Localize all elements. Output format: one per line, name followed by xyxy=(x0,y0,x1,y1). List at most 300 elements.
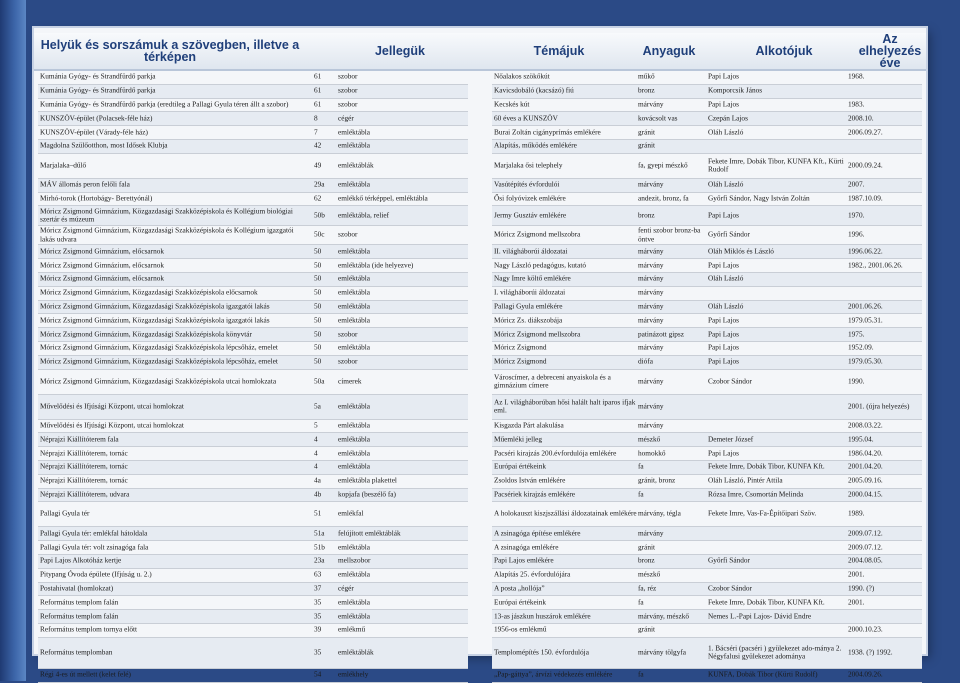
left-cell-num: 35 xyxy=(314,611,322,621)
right-cell-theme: Marjalaka ősi telephely xyxy=(494,160,563,170)
right-cell-theme: Városcímer, a debreceni anyaiskola és a gimnázium címere xyxy=(494,371,611,390)
left-cell-num: 61 xyxy=(314,85,322,95)
table-row xyxy=(38,461,468,475)
left-cell-type: felújított emléktáblák xyxy=(338,528,401,538)
table-row xyxy=(492,273,922,287)
table-row xyxy=(492,301,922,315)
table-row xyxy=(38,314,468,328)
right-cell-year: 1995.04. xyxy=(848,434,874,444)
right-cell-theme: Ősi folyóvizek emlékére xyxy=(494,193,566,203)
left-cell-place: Papi Lajos Alkotóház kertje xyxy=(40,556,122,566)
left-cell-place: Néprajzi Kiállítóterem, udvara xyxy=(40,489,130,499)
table-row xyxy=(38,583,468,597)
left-cell-type: emlékmű xyxy=(338,625,366,634)
left-cell-num: 4 xyxy=(314,434,318,444)
right-cell-year: 1979.05.31. xyxy=(848,315,883,325)
table-row xyxy=(492,475,922,489)
left-cell-type: emléktáblák xyxy=(338,647,374,657)
header-year: Az elhelyezés éve xyxy=(858,32,922,70)
right-cell-material: márvány xyxy=(638,287,664,297)
left-cell-type: kopjafa (beszélő fa) xyxy=(338,489,396,499)
right-cell-author: Papi Lajos xyxy=(708,356,740,366)
table-row xyxy=(38,569,468,583)
right-cell-theme: Templomépítés 150. évfordulója xyxy=(494,647,589,657)
table-row xyxy=(492,287,922,301)
right-cell-theme: A posta „hollója” xyxy=(494,583,545,593)
right-cell-year: 2001. xyxy=(848,597,865,607)
table-row xyxy=(492,370,922,395)
table-row xyxy=(38,527,468,541)
left-cell-place: Régi 4-es út mellett (kelet felé) xyxy=(40,669,131,679)
left-cell-type: szobor xyxy=(338,85,358,95)
left-cell-place: Művelődési és Ifjúsági Központ, utcai homlokzat xyxy=(40,420,184,430)
table-row xyxy=(38,356,468,370)
right-cell-material: andezit, bronz, fa xyxy=(638,193,689,203)
right-cell-author: Fekete Imre, Vas-Fa-Építőipari Szöv. xyxy=(708,509,817,519)
left-cell-place: KUNSZÖV-épület (Várady-féle ház) xyxy=(40,127,148,137)
left-cell-place: Pallagi Gyula tér: volt zsinagóga fala xyxy=(40,542,149,552)
right-cell-material: márvány xyxy=(638,260,664,270)
right-cell-material: patinázott gipsz xyxy=(638,329,684,339)
right-cell-author: Nemes L.-Papi Lajos- Dávid Endre xyxy=(708,611,812,621)
left-cell-type: emléktábla xyxy=(338,343,371,353)
header-type: Jellegük xyxy=(374,44,426,58)
left-cell-place: Pallagi Gyula tér: emlékfal hátoldala xyxy=(40,528,148,538)
left-cell-type: emléktábla xyxy=(338,141,371,151)
right-cell-author: Oláh Miklós és László xyxy=(708,246,774,256)
left-cell-type: szobor xyxy=(338,99,358,109)
right-cell-material: bronz xyxy=(638,556,655,566)
left-cell-num: 50 xyxy=(314,343,322,353)
right-cell-material: műkő xyxy=(638,72,655,82)
right-cell-theme: Alapítás, működés emlékére xyxy=(494,141,577,151)
table-row xyxy=(38,154,468,179)
right-cell-year: 2007. xyxy=(848,179,865,189)
table-row xyxy=(492,569,922,583)
right-cell-author: Rózsa Imre, Csomortán Melinda xyxy=(708,489,804,499)
right-cell-year: 2001. (újra helyezés) xyxy=(848,401,910,411)
table-row xyxy=(38,624,468,638)
left-table xyxy=(38,71,468,683)
table-row xyxy=(38,433,468,447)
right-cell-author: KUNFA, Dobák Tibor (Kürti Rudolf) xyxy=(708,669,818,679)
right-cell-author: Fekete Imre, Dobák Tibor, KUNFA Kft. xyxy=(708,597,825,607)
left-cell-num: 50a xyxy=(314,376,325,386)
table-row xyxy=(492,420,922,434)
right-cell-material: fa, réz xyxy=(638,583,657,593)
right-cell-author: 1. Bácséri (pacséri ) gyülekezet ado-mánya 2. Négyfalusi gyülekezet adománya xyxy=(708,643,842,661)
right-cell-theme: II. világháborúi áldozatai xyxy=(494,246,568,256)
right-cell-material: márvány xyxy=(638,99,664,109)
right-cell-year: 1986.04.20. xyxy=(848,448,883,458)
left-cell-type: emléktábla xyxy=(338,127,371,137)
right-cell-material: diófa xyxy=(638,356,653,366)
table-row xyxy=(492,669,922,683)
right-cell-theme: Móricz Zsigmond xyxy=(494,356,547,366)
right-cell-year: 1989. xyxy=(848,509,865,519)
left-cell-num: 51 xyxy=(314,509,322,519)
right-cell-theme: Az I. világháborúban hősi halált halt iparos ifjak eml. xyxy=(494,396,636,415)
right-cell-year: 1975. xyxy=(848,329,865,339)
left-cell-type: emléktábla xyxy=(338,315,371,325)
table-row xyxy=(492,461,922,475)
right-cell-theme: Kisgazda Párt alakulása xyxy=(494,420,564,430)
table-row xyxy=(492,395,922,420)
right-cell-theme: Pacséri kirajzás 200.évfordulója emlékére xyxy=(494,448,617,458)
table-row xyxy=(492,154,922,179)
table-row xyxy=(38,370,468,395)
right-cell-theme: Jermy Gusztáv emlékére xyxy=(494,210,567,220)
right-cell-material: fa xyxy=(638,669,644,679)
left-cell-place: Móricz Zsigmond Gimnázium, Közgazdasági Szakközépiskola igazgatói lakás xyxy=(40,315,270,325)
right-cell-material: fa xyxy=(638,462,644,472)
right-cell-year: 1983. xyxy=(848,99,865,109)
right-cell-year: 2008.03.22. xyxy=(848,420,883,430)
left-cell-type: cégér xyxy=(338,113,354,123)
right-cell-author: Fekete Imre, Dobák Tibor, KUNFA Kft. xyxy=(708,462,825,472)
left-cell-num: 5 xyxy=(314,420,318,430)
right-cell-material: kovácsolt vas xyxy=(638,113,678,123)
table-row xyxy=(38,287,468,301)
right-cell-year: 2000.10.23. xyxy=(848,625,883,634)
left-cell-num: 63 xyxy=(314,569,322,579)
header-theme: Témájuk xyxy=(533,44,585,58)
right-cell-material: gránit, bronz xyxy=(638,475,676,485)
right-cell-theme: Pacsériek kirajzás emlékére xyxy=(494,489,576,499)
table-row xyxy=(38,99,468,113)
left-cell-place: Református templom falán xyxy=(40,597,119,607)
table-row xyxy=(492,112,922,126)
left-cell-place: Móricz Zsigmond Gimnázium, Közgazdasági Szakközépiskola igazgatói lakás xyxy=(40,301,270,311)
left-cell-place: MÁV állomás peron felőli fala xyxy=(40,179,130,189)
table-row xyxy=(492,624,922,638)
right-cell-theme: Nagy Imre költő emlékére xyxy=(494,274,571,284)
table-row xyxy=(492,99,922,113)
right-cell-material: fa xyxy=(638,489,644,499)
right-cell-theme: Műemléki jelleg xyxy=(494,434,543,444)
left-cell-place: Móricz Zsigmond Gimnázium, Közgazdasági Szakközépiskola és Kollégium biológiai szertár és múzeum xyxy=(40,206,293,224)
right-cell-year: 2000.09.24. xyxy=(848,160,883,170)
right-cell-author: Papi Lajos xyxy=(708,315,740,325)
right-cell-author: Papi Lajos xyxy=(708,99,740,109)
left-cell-type: szobor xyxy=(338,72,358,82)
right-cell-year: 1979.05.30. xyxy=(848,356,883,366)
header-author: Alkotójuk xyxy=(755,44,813,58)
table-row xyxy=(492,126,922,140)
right-cell-material: márvány xyxy=(638,528,664,538)
table-row xyxy=(38,85,468,99)
right-cell-theme: Vasútépítés évfordulói xyxy=(494,179,560,189)
left-cell-num: 42 xyxy=(314,141,322,151)
right-cell-year: 1970. xyxy=(848,210,865,220)
left-cell-type: emléktábla xyxy=(338,420,371,430)
left-cell-place: KUNSZÖV-épület (Polacsek-féle ház) xyxy=(40,113,153,123)
table-row xyxy=(492,328,922,342)
right-cell-theme: Móricz Zsigmond mellszobra xyxy=(494,229,581,239)
left-cell-num: 61 xyxy=(314,72,322,82)
table-row xyxy=(38,489,468,503)
table-row xyxy=(38,206,468,226)
left-cell-type: emléktábla xyxy=(338,448,371,458)
left-cell-place: Magdolna Szülőotthon, most Idősek Klubja xyxy=(40,141,168,151)
left-cell-type: emléktábla (ide helyezve) xyxy=(338,260,414,270)
left-cell-place: Móricz Zsigmond Gimnázium, előcsarnok xyxy=(40,260,165,270)
left-cell-place: Móricz Zsigmond Gimnázium, Közgazdasági Szakközépiskola lépcsőház, emelet xyxy=(40,356,278,366)
table-row xyxy=(492,193,922,207)
table-row xyxy=(492,71,922,85)
left-cell-place: Néprajzi Kiállítóterem, tornác xyxy=(40,475,128,485)
table-row xyxy=(492,226,922,246)
left-cell-type: szobor xyxy=(338,356,358,366)
decorative-left-band xyxy=(0,0,26,681)
header-place: Helyük és sorszámuk a szövegben, illetve a térképen xyxy=(40,38,300,64)
table-row xyxy=(492,356,922,370)
left-cell-type: emléktábla xyxy=(338,401,371,411)
left-cell-num: 29a xyxy=(314,179,325,189)
table-row xyxy=(492,140,922,154)
left-cell-type: emlékfal xyxy=(338,509,364,519)
right-cell-theme: Európai értékeink xyxy=(494,597,547,607)
left-cell-type: cégér xyxy=(338,583,354,593)
right-cell-year: 1982., 2001.06.26. xyxy=(848,260,903,270)
left-cell-num: 49 xyxy=(314,160,322,170)
left-cell-place: Móricz Zsigmond Gimnázium, Közgazdasági Szakközépiskola könyvtár xyxy=(40,329,252,339)
left-cell-place: Református templom tornya előtt xyxy=(40,625,138,634)
table-row xyxy=(38,555,468,569)
right-cell-year: 2001. xyxy=(848,569,865,579)
left-cell-num: 61 xyxy=(314,99,322,109)
left-cell-type: emléktábla xyxy=(338,597,371,607)
left-cell-num: 23a xyxy=(314,556,325,566)
left-cell-num: 4a xyxy=(314,475,321,485)
left-cell-type: emléktábla xyxy=(338,462,371,472)
right-cell-material: gránit xyxy=(638,127,656,137)
table-header xyxy=(34,33,926,71)
right-cell-author: Czobor Sándor xyxy=(708,376,752,386)
right-cell-material: gránit xyxy=(638,141,656,151)
table-row xyxy=(38,475,468,489)
table-row xyxy=(38,596,468,610)
right-cell-author: Demeter József xyxy=(708,434,754,444)
left-cell-place: Móricz Zsigmond Gimnázium, Közgazdasági Szakközépiskola előcsarnok xyxy=(40,287,258,297)
left-cell-type: emlékkő térképpel, emléktábla xyxy=(338,193,428,203)
table-row xyxy=(492,541,922,555)
right-cell-theme: Kavicsdobáló (kacsázó) fiú xyxy=(494,85,574,95)
right-cell-theme: I. világháborúi áldozatai xyxy=(494,287,566,297)
right-cell-material: homokkő xyxy=(638,448,666,458)
right-cell-year: 1952.09. xyxy=(848,343,874,353)
left-cell-place: Református templomban xyxy=(40,647,113,657)
right-cell-author: Czepán Lajos xyxy=(708,113,748,123)
right-cell-material: gránit xyxy=(638,625,656,634)
table-row xyxy=(38,273,468,287)
right-cell-material: márvány xyxy=(638,343,664,353)
table-row xyxy=(492,502,922,527)
right-cell-author: Papi Lajos xyxy=(708,343,740,353)
left-cell-type: emléktábla xyxy=(338,246,371,256)
left-cell-type: emléktábla xyxy=(338,287,371,297)
left-cell-num: 51b xyxy=(314,542,325,552)
right-cell-theme: Móricz Zs. diákszobája xyxy=(494,315,563,325)
left-cell-place: Kumánia Gyógy- és Strandfürdő parkja xyxy=(40,72,156,82)
right-cell-material: márvány xyxy=(638,420,664,430)
table-row xyxy=(492,342,922,356)
document-page xyxy=(34,28,926,679)
right-cell-theme: Kecskés kút xyxy=(494,99,530,109)
table-row xyxy=(492,583,922,597)
right-cell-year: 1990. (?) xyxy=(848,583,875,593)
right-cell-material: gránit xyxy=(638,542,656,552)
left-cell-place: Református templom falán xyxy=(40,611,119,621)
left-cell-num: 50 xyxy=(314,329,322,339)
right-table xyxy=(492,71,922,683)
table-row xyxy=(38,541,468,555)
right-cell-year: 2009.07.12. xyxy=(848,542,883,552)
right-cell-material: márvány, mészkő xyxy=(638,611,689,621)
right-cell-author: Papi Lajos xyxy=(708,448,740,458)
right-cell-material: márvány xyxy=(638,401,664,411)
table-row xyxy=(38,226,468,246)
table-row xyxy=(38,112,468,126)
table-row xyxy=(38,638,468,669)
left-cell-num: 50 xyxy=(314,274,322,284)
right-cell-year: 2009.07.12. xyxy=(848,528,883,538)
right-cell-year: 1996.06.22. xyxy=(848,246,883,256)
left-cell-type: emléktábla, relief xyxy=(338,210,390,220)
left-cell-place: Móricz Zsigmond Gimnázium, előcsarnok xyxy=(40,274,165,284)
right-cell-theme: Burai Zoltán cigányprímás emlékére xyxy=(494,127,601,137)
left-cell-place: Móricz Zsigmond Gimnázium, Közgazdasági Szakközépiskola és Kollégium igazgatói lakás udvara xyxy=(40,225,294,244)
left-cell-place: Kumánia Gyógy- és Strandfürdő parkja xyxy=(40,85,156,95)
left-cell-num: 50 xyxy=(314,315,322,325)
left-cell-num: 39 xyxy=(314,625,322,634)
table-row xyxy=(492,433,922,447)
left-cell-num: 35 xyxy=(314,647,322,657)
table-row xyxy=(492,555,922,569)
left-cell-num: 50b xyxy=(314,210,325,220)
right-cell-material: bronz xyxy=(638,85,655,95)
table-row xyxy=(38,71,468,85)
right-cell-year: 2004.09.26. xyxy=(848,669,883,679)
right-cell-year: 2000.04.15. xyxy=(848,489,883,499)
right-cell-author: Czobor Sándor xyxy=(708,583,752,593)
table-row xyxy=(492,596,922,610)
table-row xyxy=(492,259,922,273)
left-cell-place: Kumánia Gyógy- és Strandfürdő parkja (eredtileg a Pallagi Gyula téren állt a szobor) xyxy=(40,99,289,109)
right-cell-theme: Alapítás 25. évfordulójára xyxy=(494,569,571,579)
table-row xyxy=(38,669,468,683)
right-cell-material: fa, gyepi mészkő xyxy=(638,160,688,170)
left-cell-place: Mirhó-torok (Hortobágy- Berettyónál) xyxy=(40,193,153,203)
table-row xyxy=(38,342,468,356)
table-row xyxy=(492,489,922,503)
right-cell-material: márvány, tégla xyxy=(638,509,681,519)
right-cell-year: 1996. xyxy=(848,229,865,239)
right-cell-theme: Nagy László pedagógus, kutató xyxy=(494,260,586,270)
right-cell-year: 1968. xyxy=(848,72,865,82)
right-cell-author: Oláh László xyxy=(708,274,744,284)
table-row xyxy=(38,420,468,434)
left-cell-num: 50 xyxy=(314,301,322,311)
left-cell-place: Pitypang Óvoda épülete (Ifjúság u. 2.) xyxy=(40,569,152,579)
right-cell-year: 1938. (?) 1992. xyxy=(848,647,893,657)
left-cell-type: emléktábla xyxy=(338,301,371,311)
table-row xyxy=(38,610,468,624)
right-cell-theme: 1956-os emlékmű xyxy=(494,625,547,634)
right-cell-theme: Móricz Zsigmond mellszobra xyxy=(494,329,581,339)
left-cell-type: emléktáblák xyxy=(338,160,374,170)
table-row xyxy=(38,328,468,342)
right-cell-material: fenti szobor bronz-ba öntve xyxy=(638,225,701,244)
right-cell-year: 2005.09.16. xyxy=(848,475,883,485)
left-cell-type: emléktábla xyxy=(338,611,371,621)
right-cell-year: 2006.09.27. xyxy=(848,127,883,137)
left-cell-place: Művelődési és Ifjúsági Központ, utcai homlokzat xyxy=(40,401,184,411)
right-cell-year: 2008.10. xyxy=(848,113,874,123)
left-cell-num: 4 xyxy=(314,448,318,458)
left-cell-place: Pallagi Gyula tér xyxy=(40,509,90,519)
right-cell-theme: Pallagi Gyula emlékére xyxy=(494,301,563,311)
table-row xyxy=(38,140,468,154)
left-cell-place: Néprajzi Kiállítóterem fala xyxy=(40,434,119,444)
right-cell-material: mészkő xyxy=(638,569,661,579)
right-cell-author: Oláh László xyxy=(708,127,744,137)
right-cell-material: bronz xyxy=(638,210,655,220)
left-cell-place: Néprajzi Kiállítóterem, tornác xyxy=(40,448,128,458)
table-row xyxy=(492,206,922,226)
right-cell-material: márvány tölgyfa xyxy=(638,647,687,657)
right-cell-author: Komporcsik János xyxy=(708,85,763,95)
right-cell-theme: A zsinagóga emlékére xyxy=(494,542,559,552)
table-row xyxy=(38,259,468,273)
left-cell-num: 35 xyxy=(314,597,322,607)
left-cell-type: emléktábla xyxy=(338,542,371,552)
left-cell-type: szobor xyxy=(338,229,358,239)
table-row xyxy=(38,395,468,420)
right-cell-author: Győrfi Sándor, Nagy István Zoltán xyxy=(708,193,810,203)
left-cell-num: 54 xyxy=(314,669,322,679)
right-cell-theme: A holokauszt kiszjszállási áldozatainak emlékére xyxy=(494,509,637,519)
left-cell-num: 50 xyxy=(314,260,322,270)
left-cell-type: mellszobor xyxy=(338,556,371,566)
right-cell-author: Oláh László, Pintér Attila xyxy=(708,475,783,485)
table-row xyxy=(492,179,922,193)
table-row xyxy=(492,638,922,669)
left-cell-place: Marjalaka–dűlő xyxy=(40,160,87,170)
left-cell-place: Móricz Zsigmond Gimnázium, előcsarnok xyxy=(40,246,165,256)
table-row xyxy=(492,447,922,461)
left-cell-place: Móricz Zsigmond Gimnázium, Közgazdasági Szakközépiskola lépcsőház, emelet xyxy=(40,343,278,353)
right-cell-material: márvány xyxy=(638,274,664,284)
right-cell-author: Fekete Imre, Dobák Tibor, KUNFA Kft., Kürti Rudolf xyxy=(708,156,844,174)
right-cell-material: mészkő xyxy=(638,434,661,444)
left-cell-type: szobor xyxy=(338,329,358,339)
left-cell-place: Móricz Zsigmond Gimnázium, Közgazdasági Szakközépiskola utcai homlokzata xyxy=(40,376,277,386)
right-cell-material: márvány xyxy=(638,301,664,311)
right-cell-theme: A zsinagóga építése emlékére xyxy=(494,528,581,538)
left-cell-type: címerek xyxy=(338,376,362,386)
left-cell-num: 50 xyxy=(314,287,322,297)
right-cell-material: fa xyxy=(638,597,644,607)
right-cell-author: Győrfi Sándor xyxy=(708,229,750,239)
right-cell-material: márvány xyxy=(638,315,664,325)
right-cell-author: Papi Lajos xyxy=(708,72,740,82)
left-cell-num: 50 xyxy=(314,246,322,256)
table-row xyxy=(38,193,468,207)
table-row xyxy=(38,301,468,315)
right-cell-year: 2001.06.26. xyxy=(848,301,883,311)
table-row xyxy=(492,527,922,541)
